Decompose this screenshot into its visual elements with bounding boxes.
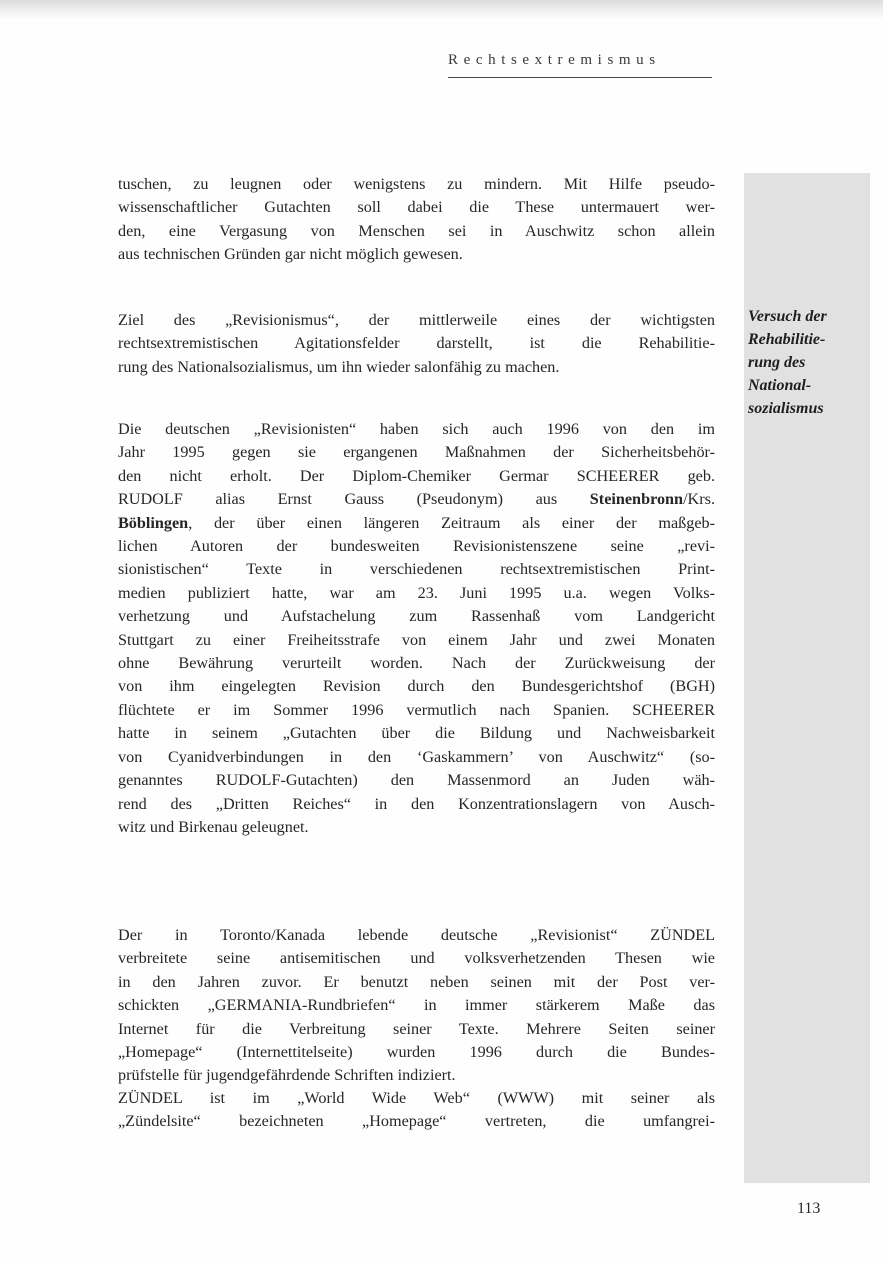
text-line: ZÜNDEL ist im „World Wide Web“ (WWW) mit seiner als [118,1089,715,1107]
text-line: hatte in seinem „Gutachten über die Bildung und Nachweisbarkeit [118,724,715,743]
text-line: genanntes RUDOLF-Gutachten) den Massenmord an Juden wäh- [118,771,715,790]
text-line: Der in Toronto/Kanada lebende deutsche „Revisionist“ ZÜNDEL [118,926,715,944]
text-line: lichen Autoren der bundesweiten Revisionistenszene seine „revi- [118,537,715,556]
text-line: verbreitete seine antisemitischen und volksverhetzenden Thesen wie [118,949,715,968]
text-line: wissenschaftlicher Gutachten soll dabei die These untermauert wer- [118,198,715,217]
margin-note [748,305,870,420]
top-scan-band [0,0,883,20]
paragraph-5 [118,1087,715,1134]
text-line: RUDOLF alias Ernst Gauss (Pseudonym) aus Steinenbronn/Krs. [118,490,715,509]
text-line: den nicht erholt. Der Diplom-Chemiker Germar SCHEERER geb. [118,466,715,485]
text-line: flüchtete er im Sommer 1996 vermutlich nach Spanien. SCHEERER [118,700,715,719]
text-line: aus technischen Gründen gar nicht möglich gewesen. [118,245,463,264]
text-line: „Zündelsite“ bezeichneten „Homepage“ vertreten, die umfangrei- [118,1112,715,1131]
text-line: Ziel des „Revisionismus“, der mittlerweile eines der wichtigsten [118,311,715,329]
running-header: Rechtsextremismus [448,52,661,68]
text-line: tuschen, zu leugnen oder wenigstens zu mindern. Mit Hilfe pseudo- [118,175,715,193]
margin-note-line: Rehabilitie- [748,331,826,348]
header-rule [448,77,712,78]
text-line: rechtsextremistischen Agitationsfelder darstellt, ist die Rehabilitie- [118,334,715,353]
text-line: Böblingen, der über einen längeren Zeitraum als einer der maßgeb- [118,513,715,532]
paragraph-2 [118,309,715,379]
paragraph-4 [118,924,715,1088]
text-line: in den Jahren zuvor. Er benutzt neben seinen mit der Post ver- [118,972,715,991]
text-line: von Cyanidverbindungen in den ‘Gaskammern’ von Auschwitz“ (so- [118,747,715,766]
paragraph-1 [118,173,715,267]
paragraph-3 [118,418,715,839]
margin-note-line: National- [748,377,812,394]
emphasized-place-name: Steinenbronn [589,490,684,509]
text-line: Stuttgart zu einer Freiheitsstrafe von einem Jahr und zwei Monaten [118,630,715,649]
text-line: verhetzung und Aufstachelung zum Rassenhaß vom Landgericht [118,607,715,626]
emphasized-place-name: Böblingen [118,513,189,532]
margin-note-line: sozialismus [748,400,824,417]
text-line: medien publiziert hatte, war am 23. Juni 1995 u.a. wegen Volks- [118,583,715,602]
text-line: schickten „GERMANIA-Rundbriefen“ in immer stärkerem Maße das [118,996,715,1015]
text-line: sionistischen“ Texte in verschiedenen rechtsextremistischen Print- [118,560,715,579]
text-line: Die deutschen „Revisionisten“ haben sich auch 1996 von den im [118,420,715,438]
margin-note-line: rung des [748,354,806,371]
page-number: 113 [797,1200,821,1217]
margin-note-line: Versuch der [748,308,827,325]
text-line: witz und Birkenau geleugnet. [118,817,309,836]
text-line: rung des Nationalsozialismus, um ihn wieder salonfähig zu machen. [118,357,560,376]
text-line: rend des „Dritten Reiches“ in den Konzentrationslagern von Ausch- [118,794,715,813]
text-line: Jahr 1995 gegen sie ergangenen Maßnahmen der Sicherheitsbehör- [118,443,715,462]
text-line: ohne Bewährung verurteilt worden. Nach der Zurückweisung der [118,654,715,673]
text-line: „Homepage“ (Internettitelseite) wurden 1996 durch die Bundes- [118,1043,715,1062]
text-line: Internet für die Verbreitung seiner Texte. Mehrere Seiten seiner [118,1019,715,1038]
text-line: von ihm eingelegten Revision durch den Bundesgerichtshof (BGH) [118,677,715,696]
text-line: prüfstelle für jugendgefährdende Schriften indiziert. [118,1066,456,1085]
text-line: den, eine Vergasung von Menschen sei in Auschwitz schon allein [118,221,715,240]
